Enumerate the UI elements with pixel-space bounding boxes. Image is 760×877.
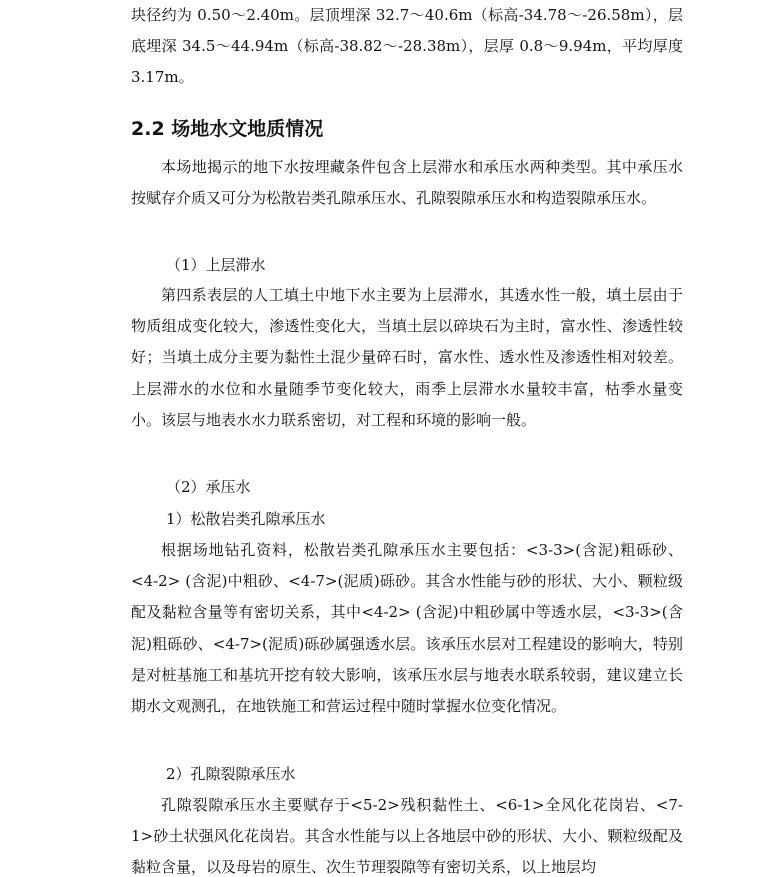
fissure-aquifer-title: 2）孔隙裂隙承压水	[166, 765, 296, 783]
fissure-aquifer-paragraph: 孔隙裂隙承压水主要赋存于<5-2>残积黏性土、<6-1>全风化花岗岩、<7-1>砂土状强风化花岗岩。其含水性能与以上各地层中砂的形状、大小、颗粒级配及黏粒含量，以及母岩的原生、次生节理裂隙等有密切关系，以上地层均	[131, 796, 683, 877]
confined-water-title: （2）承压水	[166, 478, 251, 496]
upper-water-paragraph: 第四系表层的人工填土中地下水主要为上层滞水，其透水性一般，填土层由于物质组成变化较大，渗透性变化大，当填土层以碎块石为主时，富水性、渗透性较好；当填土成分主要为黏性土混少量碎石时，富水性、透水性及渗透性相对较差。上层滞水的水位和水量随季节变化较大，雨季上层滞水水量较丰富，枯季水量变小。该层与地表水水力联系密切，对工程和环境的影响一般。	[131, 286, 683, 429]
overview-paragraph: 本场地揭示的地下水按埋藏条件包含上层滞水和承压水两种类型。其中承压水按赋存介质又可分为松散岩类孔隙承压水、孔隙裂隙承压水和构造裂隙承压水。	[131, 158, 683, 208]
loose-rock-aquifer-paragraph: 根据场地钻孔资料，松散岩类孔隙承压水主要包括：<3-3>(含泥)粗砾砂、<4-2> (含泥)中粗砂、<4-7>(泥质)砾砂。其含水性能与砂的形状、大小、颗粒级配及黏粒含量等有密切关系，其中<4-2> (含泥)中粗砂属中等透水层，<3-3>(含泥)粗砾砂、<4-7>(泥质)砾砂属强透水层。该承压水层对工程建设的影响大，特别是对桩基施工和基坑开挖有较大影响，该承压水层与地表水联系较弱，建议建立长期水文观测孔，在地铁施工和营运过程中随时掌握水位变化情况。	[131, 541, 683, 716]
section-heading: 2.2 场地水文地质情况	[131, 118, 324, 140]
upper-water-title: （1）上层滞水	[166, 256, 266, 274]
loose-rock-aquifer-title: 1）松散岩类孔隙承压水	[166, 510, 326, 528]
intro-paragraph: 块径约为 0.50～2.40m。层顶埋深 32.7～40.6m（标高-34.78～-26.58m），层底埋深 34.5～44.94m（标高-38.82～-28.38m），层厚 0.8～9.94m，平均厚度 3.17m。	[131, 6, 683, 87]
